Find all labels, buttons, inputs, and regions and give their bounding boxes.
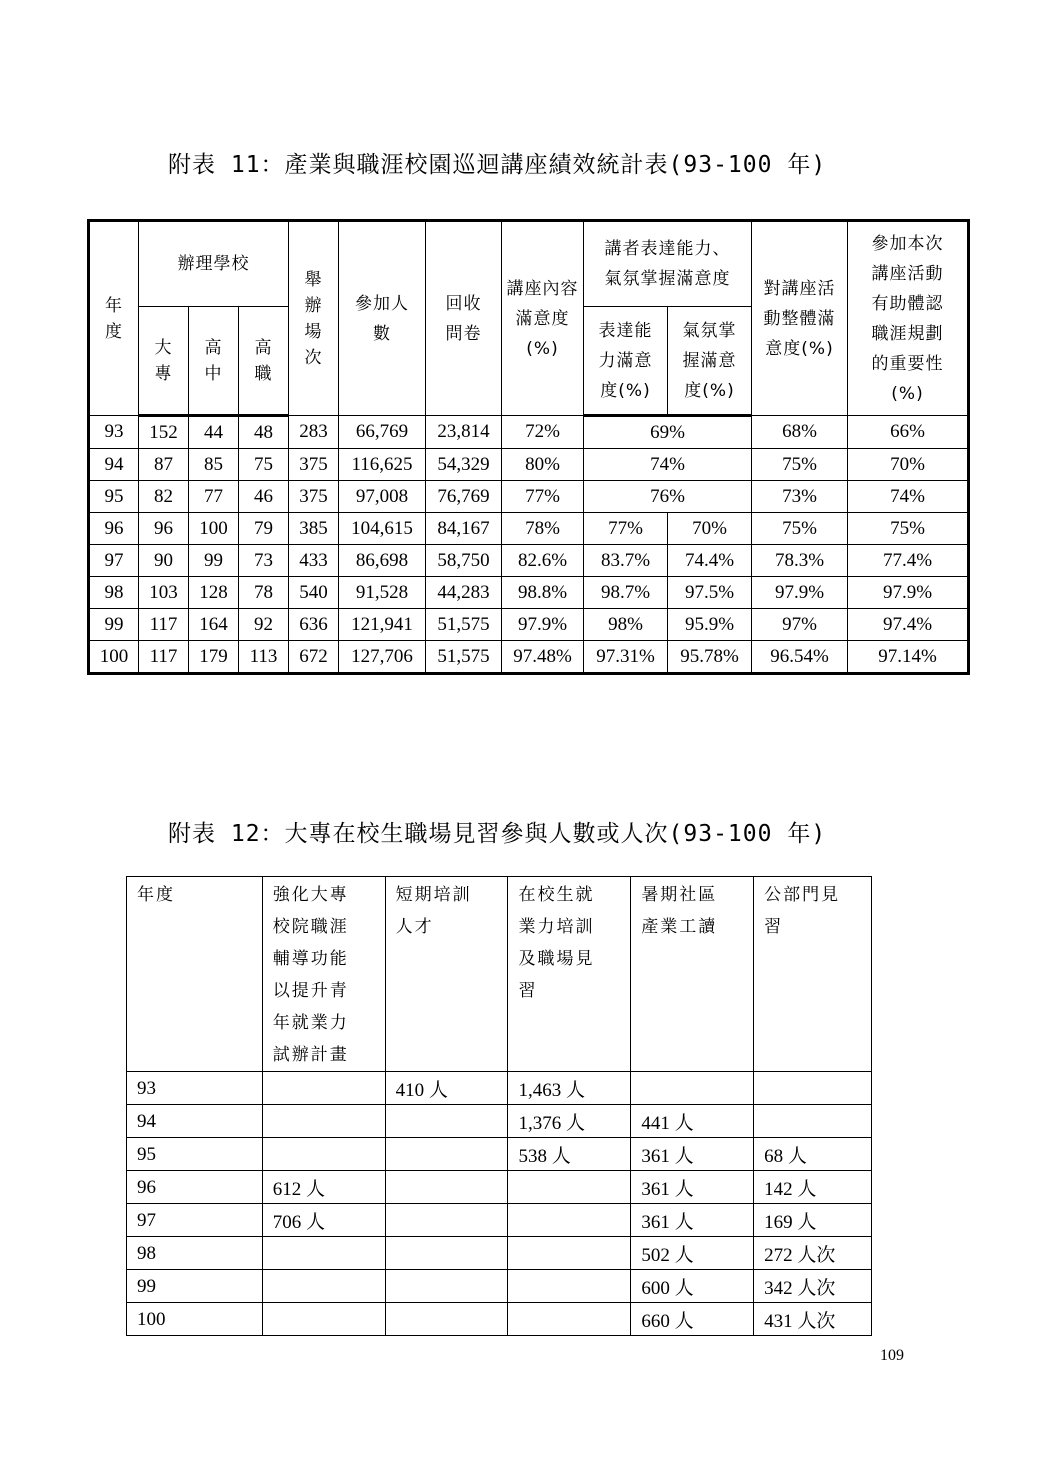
cell-importance: 75% (848, 513, 969, 545)
cell-col1 (262, 1270, 385, 1303)
header-summer-community-work: 暑期社區 產業工讀 (631, 877, 754, 1072)
cell-atmosphere: 74.4% (668, 545, 752, 577)
cell-vocational: 48 (239, 416, 289, 449)
cell-high: 77 (189, 481, 239, 513)
cell-questionnaires: 23,814 (426, 416, 502, 449)
table-row (127, 1303, 872, 1336)
cell-col4: 361 人 (631, 1138, 754, 1171)
table-row (127, 1237, 872, 1270)
cell-year: 99 (89, 609, 139, 641)
cell-vocational: 113 (239, 641, 289, 674)
cell-univ: 152 (139, 416, 189, 449)
table-row (89, 641, 969, 674)
cell-year: 94 (89, 449, 139, 481)
cell-content: 97.48% (502, 641, 584, 674)
cell-overall: 75% (752, 449, 848, 481)
table-row (89, 449, 969, 481)
cell-importance: 97.4% (848, 609, 969, 641)
cell-year: 98 (89, 577, 139, 609)
cell-col2 (385, 1237, 508, 1270)
header-questionnaires: 回收 問卷 (426, 221, 502, 416)
cell-speaker-merged: 69% (584, 416, 752, 449)
cell-col1 (262, 1072, 385, 1105)
cell-importance: 66% (848, 416, 969, 449)
cell-questionnaires: 54,329 (426, 449, 502, 481)
cell-high: 44 (189, 416, 239, 449)
cell-sessions: 375 (289, 481, 339, 513)
cell-col1: 612 人 (262, 1171, 385, 1204)
cell-col4: 600 人 (631, 1270, 754, 1303)
table-row (127, 1138, 872, 1171)
cell-high: 179 (189, 641, 239, 674)
table-row (89, 416, 969, 449)
cell-atmosphere: 95.78% (668, 641, 752, 674)
table-11-lecture-performance (87, 219, 970, 675)
cell-col3 (508, 1204, 631, 1237)
cell-speaker-merged: 74% (584, 449, 752, 481)
cell-questionnaires: 58,750 (426, 545, 502, 577)
cell-importance: 70% (848, 449, 969, 481)
cell-year: 95 (89, 481, 139, 513)
cell-sessions: 672 (289, 641, 339, 674)
cell-col3 (508, 1171, 631, 1204)
cell-high: 99 (189, 545, 239, 577)
cell-participants: 97,008 (339, 481, 426, 513)
cell-participants: 86,698 (339, 545, 426, 577)
cell-questionnaires: 84,167 (426, 513, 502, 545)
cell-year: 93 (89, 416, 139, 449)
table-row (89, 545, 969, 577)
cell-univ: 87 (139, 449, 189, 481)
cell-participants: 127,706 (339, 641, 426, 674)
cell-sessions: 540 (289, 577, 339, 609)
header-vocational: 高 職 (239, 307, 289, 416)
cell-col4: 361 人 (631, 1204, 754, 1237)
cell-col2 (385, 1105, 508, 1138)
cell-col5: 169 人 (754, 1204, 872, 1237)
cell-high: 100 (189, 513, 239, 545)
cell-col2 (385, 1138, 508, 1171)
cell-year: 100 (127, 1303, 263, 1336)
cell-overall: 78.3% (752, 545, 848, 577)
cell-col5: 342 人次 (754, 1270, 872, 1303)
cell-overall: 73% (752, 481, 848, 513)
header-year: 年度 (127, 877, 263, 1072)
cell-year: 97 (89, 545, 139, 577)
cell-atmosphere: 70% (668, 513, 752, 545)
cell-content: 98.8% (502, 577, 584, 609)
table-row (89, 513, 969, 545)
table-row (89, 577, 969, 609)
cell-univ: 96 (139, 513, 189, 545)
cell-col1 (262, 1105, 385, 1138)
header-speaker-group: 講者表達能力、 氣氛掌握滿意度 (584, 221, 752, 307)
cell-col5: 68 人 (754, 1138, 872, 1171)
cell-col5: 142 人 (754, 1171, 872, 1204)
cell-univ: 90 (139, 545, 189, 577)
cell-sessions: 636 (289, 609, 339, 641)
cell-col3: 1,376 人 (508, 1105, 631, 1138)
header-high: 高 中 (189, 307, 239, 416)
cell-col2: 410 人 (385, 1072, 508, 1105)
cell-high: 128 (189, 577, 239, 609)
table-11-caption: 附表 11：產業與職涯校園巡迴講座績效統計表(93-100 年) (168, 152, 827, 178)
cell-univ: 82 (139, 481, 189, 513)
cell-col1 (262, 1138, 385, 1171)
cell-col5: 272 人次 (754, 1237, 872, 1270)
cell-participants: 91,528 (339, 577, 426, 609)
cell-year: 99 (127, 1270, 263, 1303)
cell-expression: 98.7% (584, 577, 668, 609)
cell-vocational: 92 (239, 609, 289, 641)
cell-overall: 96.54% (752, 641, 848, 674)
page-number: 109 (880, 1347, 904, 1364)
cell-year: 100 (89, 641, 139, 674)
table-row (127, 1105, 872, 1138)
cell-content: 72% (502, 416, 584, 449)
table-row (127, 1204, 872, 1237)
cell-year: 94 (127, 1105, 263, 1138)
cell-col4: 660 人 (631, 1303, 754, 1336)
cell-col3: 538 人 (508, 1138, 631, 1171)
header-overall-satisfaction: 對講座活 動整體滿 意度(%) (752, 221, 848, 416)
cell-expression: 77% (584, 513, 668, 545)
cell-vocational: 46 (239, 481, 289, 513)
cell-expression: 98% (584, 609, 668, 641)
header-short-term-training: 短期培訓 人才 (385, 877, 508, 1072)
cell-col3 (508, 1270, 631, 1303)
cell-expression: 97.31% (584, 641, 668, 674)
cell-questionnaires: 51,575 (426, 609, 502, 641)
cell-overall: 75% (752, 513, 848, 545)
cell-col1 (262, 1303, 385, 1336)
cell-year: 95 (127, 1138, 263, 1171)
cell-speaker-merged: 76% (584, 481, 752, 513)
cell-col5: 431 人次 (754, 1303, 872, 1336)
table-row (127, 1171, 872, 1204)
header-atmosphere: 氣氛掌 握滿意 度(%) (668, 307, 752, 416)
cell-sessions: 433 (289, 545, 339, 577)
table-row (127, 1072, 872, 1105)
table-row (127, 1270, 872, 1303)
header-univ: 大 專 (139, 307, 189, 416)
cell-year: 98 (127, 1237, 263, 1270)
cell-col4 (631, 1072, 754, 1105)
cell-participants: 121,941 (339, 609, 426, 641)
cell-univ: 117 (139, 609, 189, 641)
header-participants: 參加人 數 (339, 221, 426, 416)
cell-col5 (754, 1072, 872, 1105)
cell-content: 80% (502, 449, 584, 481)
cell-importance: 74% (848, 481, 969, 513)
cell-sessions: 385 (289, 513, 339, 545)
cell-participants: 104,615 (339, 513, 426, 545)
header-expression: 表達能 力滿意 度(%) (584, 307, 668, 416)
cell-vocational: 79 (239, 513, 289, 545)
header-schools: 辦理學校 (139, 221, 289, 307)
cell-questionnaires: 76,769 (426, 481, 502, 513)
cell-overall: 97% (752, 609, 848, 641)
cell-questionnaires: 44,283 (426, 577, 502, 609)
header-importance: 參加本次 講座活動 有助體認 職涯規劃 的重要性 (%) (848, 221, 969, 416)
cell-vocational: 75 (239, 449, 289, 481)
cell-content: 82.6% (502, 545, 584, 577)
cell-participants: 116,625 (339, 449, 426, 481)
table-12-caption: 附表 12：大專在校生職場見習參與人數或人次(93-100 年) (168, 821, 827, 847)
cell-sessions: 375 (289, 449, 339, 481)
cell-year: 96 (127, 1171, 263, 1204)
cell-content: 97.9% (502, 609, 584, 641)
cell-overall: 68% (752, 416, 848, 449)
table-row (89, 609, 969, 641)
cell-col1: 706 人 (262, 1204, 385, 1237)
cell-atmosphere: 95.9% (668, 609, 752, 641)
cell-col2 (385, 1270, 508, 1303)
header-public-sector-internship: 公部門見 習 (754, 877, 872, 1072)
cell-year: 96 (89, 513, 139, 545)
header-content-satisfaction: 講座內容 滿意度(%) (502, 221, 584, 416)
cell-col3 (508, 1303, 631, 1336)
cell-vocational: 78 (239, 577, 289, 609)
cell-participants: 66,769 (339, 416, 426, 449)
table-row (89, 481, 969, 513)
table-12-internship-participants (126, 876, 872, 1336)
cell-col4: 502 人 (631, 1237, 754, 1270)
cell-univ: 117 (139, 641, 189, 674)
cell-col1 (262, 1237, 385, 1270)
header-sessions: 舉 辦 場 次 (289, 221, 339, 416)
cell-col5 (754, 1105, 872, 1138)
cell-col3: 1,463 人 (508, 1072, 631, 1105)
header-year: 年 度 (89, 221, 139, 416)
cell-expression: 83.7% (584, 545, 668, 577)
cell-col2 (385, 1303, 508, 1336)
cell-high: 85 (189, 449, 239, 481)
cell-vocational: 73 (239, 545, 289, 577)
cell-atmosphere: 97.5% (668, 577, 752, 609)
header-student-employability: 在校生就 業力培訓 及職場見 習 (508, 877, 631, 1072)
cell-univ: 103 (139, 577, 189, 609)
cell-col2 (385, 1204, 508, 1237)
cell-importance: 77.4% (848, 545, 969, 577)
cell-high: 164 (189, 609, 239, 641)
cell-overall: 97.9% (752, 577, 848, 609)
cell-year: 93 (127, 1072, 263, 1105)
cell-col4: 361 人 (631, 1171, 754, 1204)
cell-content: 77% (502, 481, 584, 513)
cell-sessions: 283 (289, 416, 339, 449)
cell-year: 97 (127, 1204, 263, 1237)
cell-importance: 97.9% (848, 577, 969, 609)
cell-importance: 97.14% (848, 641, 969, 674)
header-youth-employability-program: 強化大專 校院職涯 輔導功能 以提升青 年就業力 試辦計畫 (262, 877, 385, 1072)
cell-content: 78% (502, 513, 584, 545)
cell-col2 (385, 1171, 508, 1204)
cell-col4: 441 人 (631, 1105, 754, 1138)
cell-questionnaires: 51,575 (426, 641, 502, 674)
cell-col3 (508, 1237, 631, 1270)
